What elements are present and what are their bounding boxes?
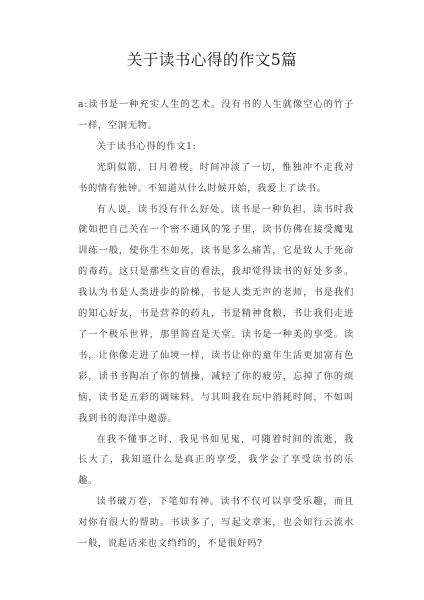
intro-paragraph: a:读书是一种充实人生的艺术。没有书的人生就像空心的竹子一样，空洞无物。: [78, 99, 354, 131]
essay-subheading: 关于读书心得的作文1:: [96, 140, 197, 152]
body-paragraph: 光阴似箭，日月着梭。时间冲淡了一切，惟独冲不走我对书的情有独钟。不知道从什么时候开始，我爱上了读书。: [78, 161, 354, 194]
body-paragraph: 读书破万卷，下笔如有神。读书不仅可以享受乐趣，而且对你有很大的帮助。书读多了，写起文章来，也会如行云流水一般，说起话来也文绉绉的，不是很好吗?: [78, 496, 354, 550]
document-title: 关于读书心得的作文5篇: [126, 51, 298, 69]
body-paragraph: 有人说，读书没有什么好处。读书是一种负担，读书时我就如把自己关在一个密不通风的笼子里，读书仿佛在接受魔鬼训练一般，使你生不如死，读书是多么痛苦，它是致人于死命的毒药。这只是那些文盲的看法，我却觉得读书的好处多多。我认为书是人类进步的阶梯，书是人类无声的老师，书是我们的知心好友，书是营养的药丸，书是精神食粮，书让我们走进了一个极乐世界，那里简直是天堂。读书是一种美的享受。读书，让你像走进了仙境一样，读书让你的童年生活更加富有色彩，读书书陶冶了你的情操，减轻了你的疲劳，忘掉了你的烦恼，读书是五彩的调味料。与其叫我在玩中消耗时间，不如叫我到书的海洋中遨游。: [78, 203, 354, 424]
document-body: [78, 95, 354, 555]
body-paragraph: 在我不懂事之时，我见书如见鬼，可随着时间的流逝，我长大了，我知道什么是真正的享受，我学会了享受读书的乐趣。: [78, 433, 354, 487]
